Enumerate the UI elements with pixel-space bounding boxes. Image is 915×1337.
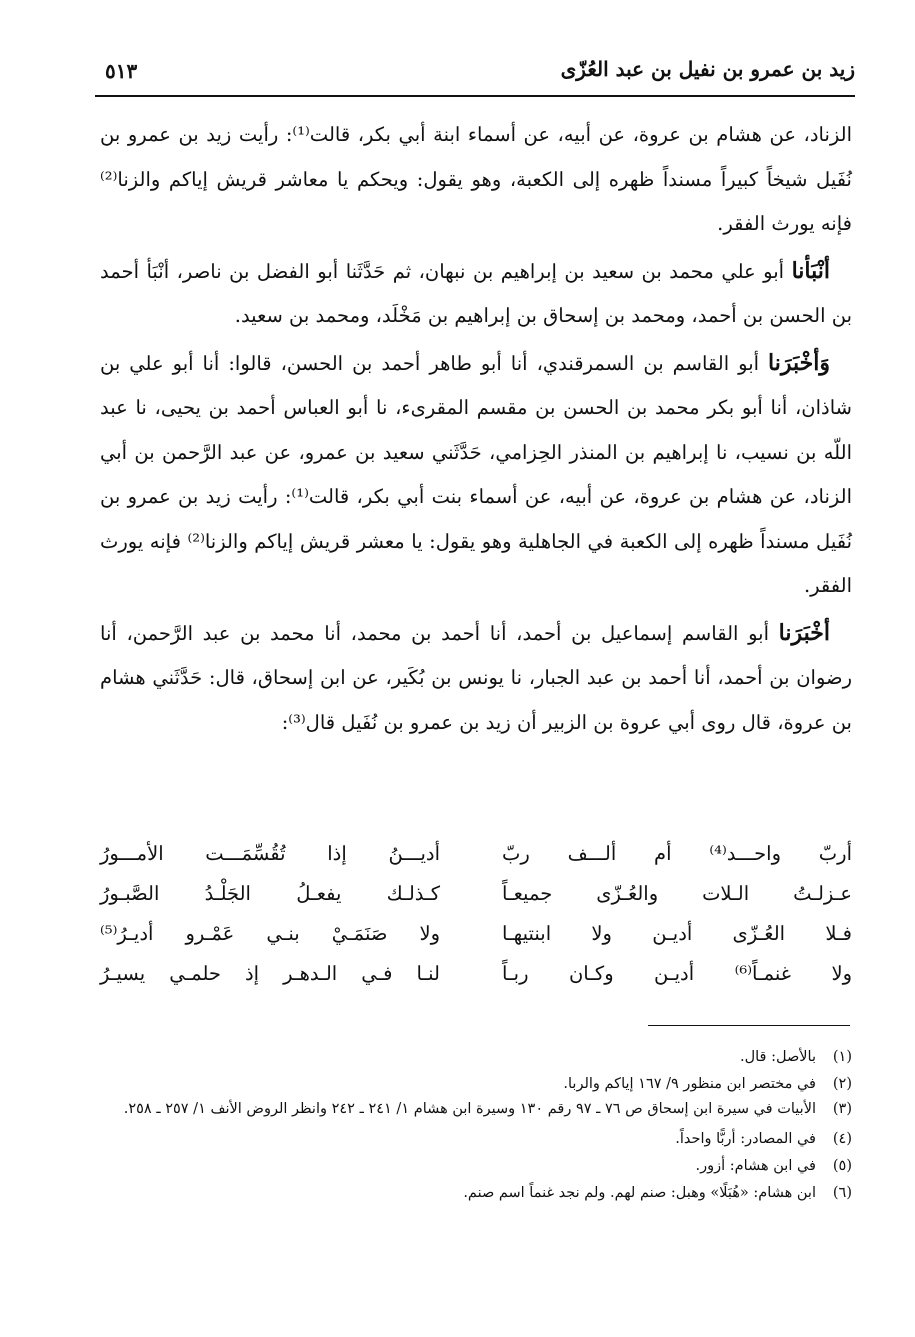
footnote	[100, 1071, 852, 1098]
footnote-text: الأبيات في سيرة ابن إسحاق ص ٧٦ ـ ٩٧ رقم ١٣٠ وسيرة ابن هشام ١/ ٢٤١ ـ ٢٤٢ وانظر الروض الأنف ١/ ٢٥٧ ـ ٢٥٨.	[123, 1101, 816, 1117]
footnote-text: في مختصر ابن منظور ٩/ ١٦٧ إياكم والربا.	[563, 1076, 816, 1092]
footnotes	[100, 1044, 852, 1207]
verse-second-hemistich: كـذلـك يفعـلُ الجَلْـدُ الصَّبـورُ	[100, 882, 440, 905]
verse-first-hemistich: ولا غنمـاً⁽⁶⁾ أديـن وكـان ربـاً	[502, 962, 852, 985]
verse-second-hemistich: لنـا فـي الـدهـر إذ حلمـي يسيـرُ	[100, 962, 440, 985]
paragraph-lead: أنْبَأنا	[791, 257, 830, 284]
footnote	[100, 1126, 852, 1153]
main-text	[100, 112, 852, 747]
paragraph	[100, 249, 852, 339]
footnote-number: (٥)	[832, 1158, 852, 1174]
footnote	[100, 1098, 852, 1120]
running-title: زيد بن عمرو بن نفيل بن عبد العُزّى	[560, 57, 855, 81]
paragraph-text: الزناد، عن هشام بن عروة، عن أبيه، عن أسماء ابنة أبي بكر، قالت⁽¹⁾: رأيت زيد بن عمرو بن نُفَيل شيخاً كبيراً مسنداً ظهره إلى الكعبة، وهو يقول: ويحكم يا معاشر قريش إياكم والزنا⁽²⁾ فإنه يورث الفقر.	[100, 123, 852, 235]
verse-first-hemistich: أربّ واحـــد⁽⁴⁾ أم ألـــف ربّ	[502, 842, 852, 865]
footnote-number: (٢)	[832, 1076, 852, 1092]
footnote-divider	[648, 1025, 850, 1026]
footnote-number: (١)	[832, 1049, 852, 1065]
paragraph-text: أبو القاسم بن السمرقندي، أنا أبو طاهر أحمد بن الحسن، قالوا: أنا أبو علي بن شاذان، أنا أبو بكر محمد بن الحسن بن مقسم المقرىء، نا أبو العباس أحمد بن يحيى، نا عبد اللّه بن نسيب، نا إبراهيم بن المنذر الحِزامي، حَدَّثَني سعيد بن عمرو، عن عبد الرَّحمن بن أبي الزناد، عن هشام بن عروة، عن أبيه، عن أسماء بنت أبي بكر، قالت⁽¹⁾: رأيت زيد بن عمرو بن نُفَيل مسنداً ظهره إلى الكعبة في الجاهلية وهو يقول: يا معشر قريش إياكم والزنا⁽²⁾ فإنه يورث الفقر.	[100, 351, 853, 597]
running-header	[95, 55, 855, 97]
verse-line	[100, 962, 852, 1002]
verse-first-hemistich: فـلا العُـزّى أديـن ولا ابنتيهـا	[502, 922, 852, 945]
footnote-number: (٣)	[832, 1101, 852, 1117]
verse-line	[100, 882, 852, 922]
paragraph-text: أبو علي محمد بن سعيد بن إبراهيم بن نبهان، ثم حَدَّثَنا أبو الفضل بن ناصر، أنْبَأ أحمد بن الحسن بن أحمد، ومحمد بن إسحاق بن إبراهيم بن مَخْلَد، ومحمد بن سعيد.	[100, 259, 852, 327]
verse-line	[100, 842, 852, 882]
paragraph-lead: وَأخْبَرَنا	[768, 349, 830, 376]
paragraph	[100, 611, 852, 746]
footnote-text: في ابن هشام: أزور.	[695, 1158, 816, 1174]
poem	[100, 842, 852, 1002]
paragraph	[100, 341, 852, 609]
footnote-text: بالأصل: قال.	[739, 1049, 816, 1065]
verse-line	[100, 922, 852, 962]
verse-second-hemistich: ولا صَنَمَـيْ بنـي عَمْـرو أديـرُ⁽⁵⁾	[100, 922, 440, 945]
page-number: ٥١٣	[105, 59, 138, 83]
paragraph	[100, 112, 852, 247]
footnote	[100, 1180, 852, 1207]
verse-second-hemistich: أديـــنُ إذا تُقُسِّمَـــت الأمـــورُ	[100, 842, 440, 865]
footnote	[100, 1044, 852, 1071]
footnote-number: (٦)	[832, 1185, 852, 1201]
paragraph-lead: أخْبَرَنا	[778, 619, 830, 646]
verse-first-hemistich: عـزلـتُ الـلات والعُـزّى جميعـاً	[502, 882, 852, 905]
paragraph-text: أبو القاسم إسماعيل بن أحمد، أنا أحمد بن محمد، أنا محمد بن عبد الرَّحمن، أنا رضوان بن أحمد، أنا أحمد بن عبد الجبار، نا يونس بن بُكَير، عن ابن إسحاق، قال: حَدَّثَني هشام بن عروة، قال روى أبي عروة بن الزبير أن زيد بن عمرو بن نُفَيل قال⁽³⁾:	[100, 621, 852, 734]
footnote-text: ابن هشام: «هُبَلًا» وهبل: صنم لهم. ولم نجد غنماً اسم صنم.	[463, 1185, 816, 1201]
footnote-text: في المصادر: أربًّا واحداً.	[675, 1131, 816, 1147]
footnote-number: (٤)	[832, 1131, 852, 1147]
footnote	[100, 1153, 852, 1180]
